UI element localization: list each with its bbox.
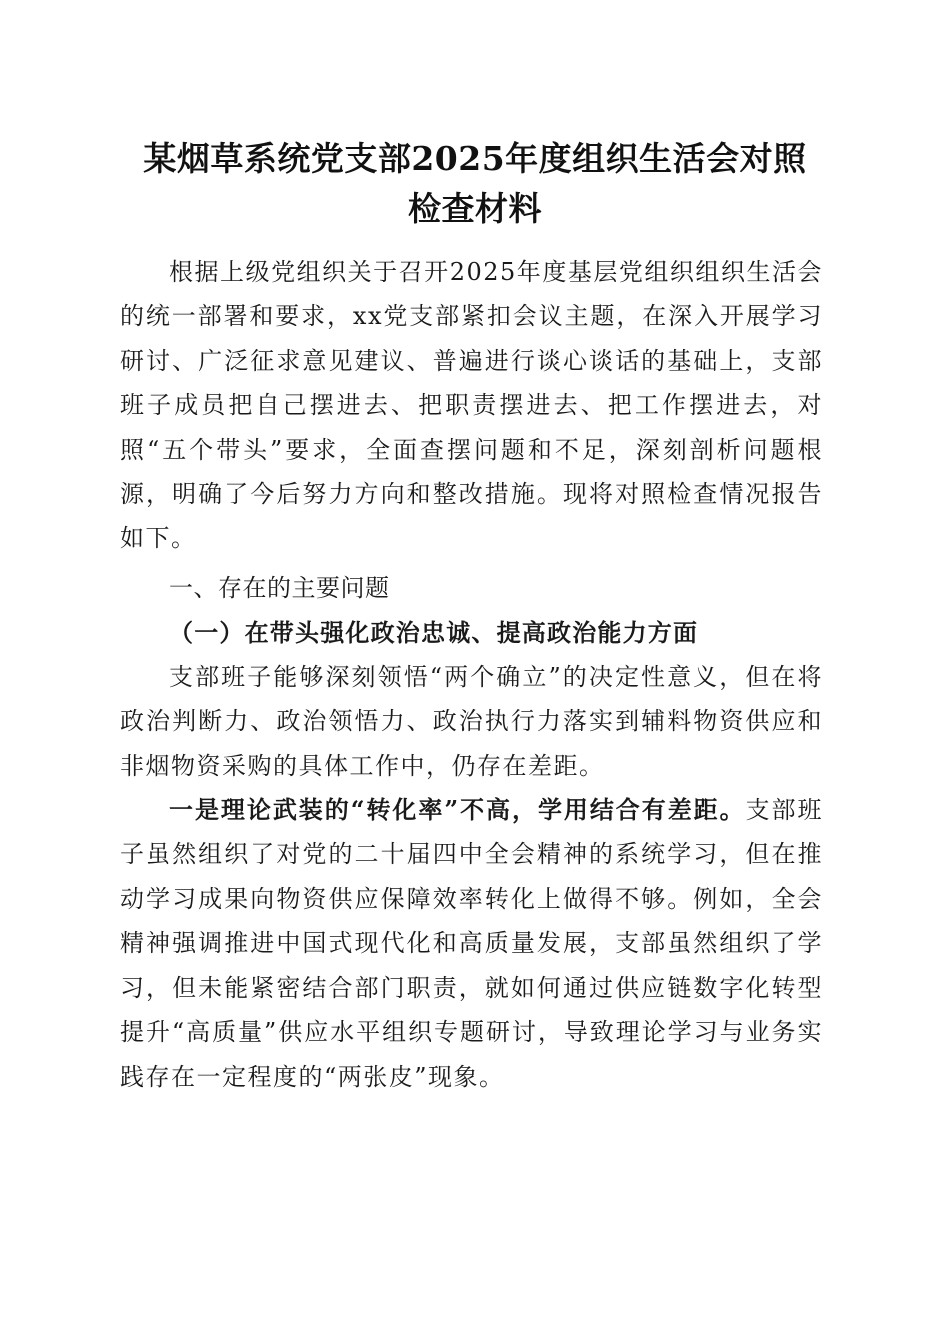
intro-paragraph: 根据上级党组织关于召开2025年度基层党组织组织生活会的统一部署和要求，xx党支部紧扣会议主题，在深入开展学习研讨、广泛征求意见建议、普遍进行谈心谈话的基础上，支部班子成员把自己摆进去、把职责摆进去、把工作摆进去，对照“五个带头”要求，全面查摆问题和不足，深刻剖析问题根源，明确了今后努力方向和整改措施。现将对照检查情况报告如下。 [120, 258, 823, 553]
body-paragraph-point-one [120, 788, 823, 1099]
point-one-detail: 支部班子虽然组织了对党的二十届四中全会精神的系统学习，但在推动学习成果向物资供应保障效率转化上做得不够。例如，全会精神强调推进中国式现代化和高质量发展，支部虽然组织了学习，但未能紧密结合部门职责，就如何通过供应链数字化转型提升“高质量”供应水平组织专题研讨，导致理论学习与业务实践存在一定程度的“两张皮”现象。 [120, 796, 824, 1091]
document-title [110, 134, 840, 234]
section-heading-problems: 一、存在的主要问题 [169, 573, 390, 602]
document-body [120, 250, 823, 1099]
point-one-lead: 一是理论武装的“转化率”不高，学用结合有差距。 [169, 795, 746, 825]
title-line-2: 检查材料 [408, 189, 542, 228]
body-paragraph: 支部班子能够深刻领悟“两个确立”的决定性意义，但在将政治判断力、政治领悟力、政治执行力落实到辅料物资供应和非烟物资采购的具体工作中，仍存在差距。 [120, 662, 823, 780]
title-line-1: 某烟草系统党支部2025年度组织生活会对照 [143, 139, 807, 178]
subsection-heading-political: （一）在带头强化政治忠诚、提高政治能力方面 [169, 617, 699, 647]
